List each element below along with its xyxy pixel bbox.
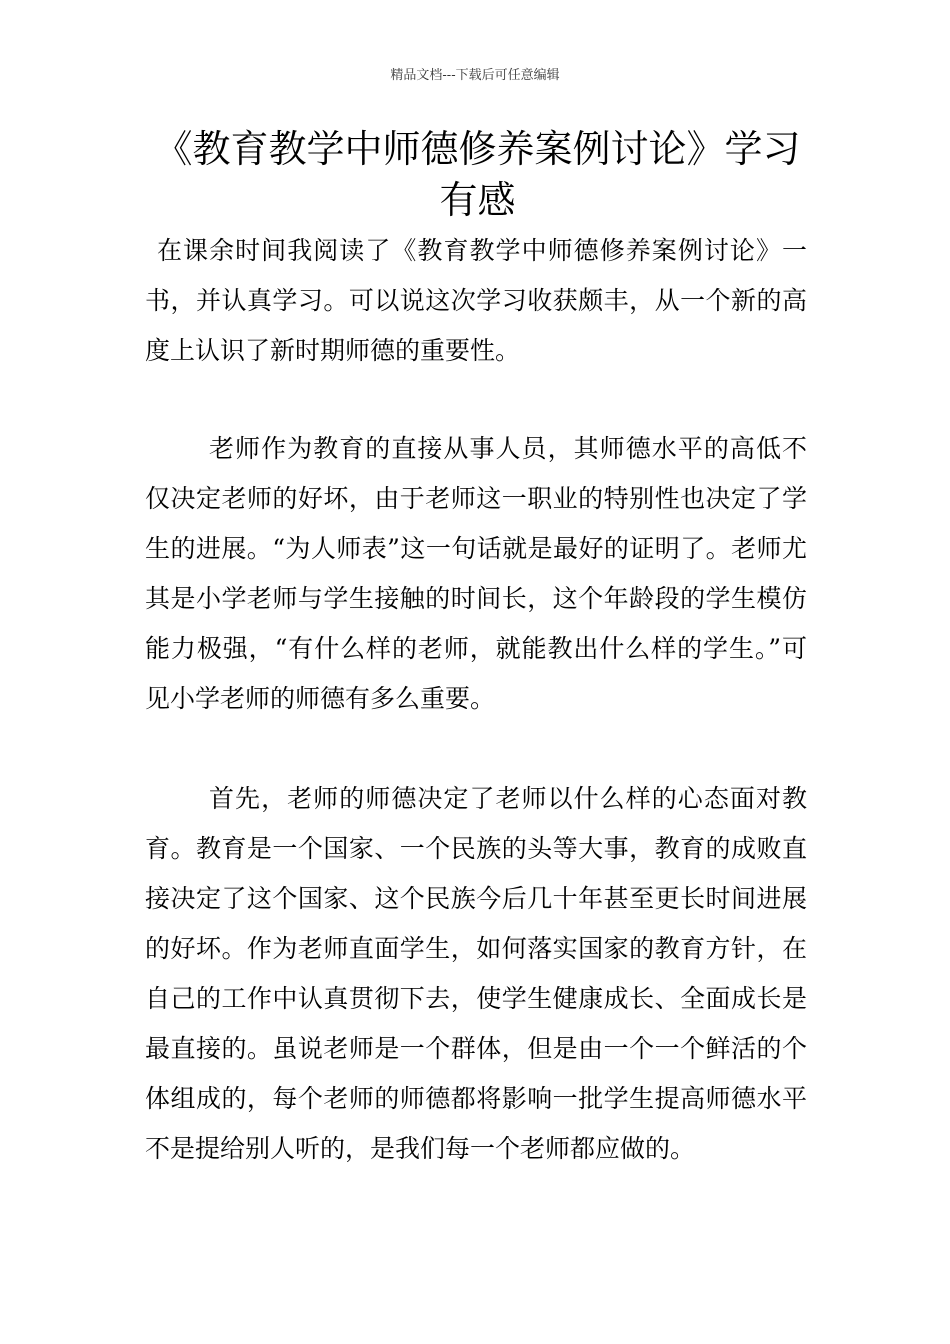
paragraph-3: 首先，老师的师德决定了老师以什么样的心态面对教育。教育是一个国家、一个民族的头等大事，教育的成败直接决定了这个国家、这个民族今后几十年甚至更长时间进展的好坏。作为老师直面学生，如何落实国家的教育方针，在自己的工作中认真贯彻下去，使学生健康成长、全面成长是最直接的。虽说老师是一个群体，但是由一个一个鲜活的个体组成的，每个老师的师德都将影响一批学生提高师德水平不是提给别人听的，是我们每一个老师都应做的。 <box>145 784 807 1163</box>
paragraph-2: 老师作为教育的直接从事人员，其师德水平的高低不仅决定老师的好坏，由于老师这一职业的特别性也决定了学生的进展。“为人师表”这一句话就是最好的证明了。老师尤其是小学老师与学生接触的时间长，这个年龄段的学生模仿能力极强，“有什么样的老师，就能教出什么样的学生。”可见小学老师的师德有多么重要。 <box>145 434 807 713</box>
paragraph-1: 在课余时间我阅读了《教育教学中师德修养案例讨论》一书，并认真学习。可以说这次学习收获颇丰，从一个新的高度上认识了新时期师德的重要性。 <box>145 236 807 365</box>
document-title: 《教育教学中师德修养案例讨论》学习有感 <box>154 127 801 222</box>
header-note: 精品文档---下载后可任意编辑 <box>390 68 560 83</box>
